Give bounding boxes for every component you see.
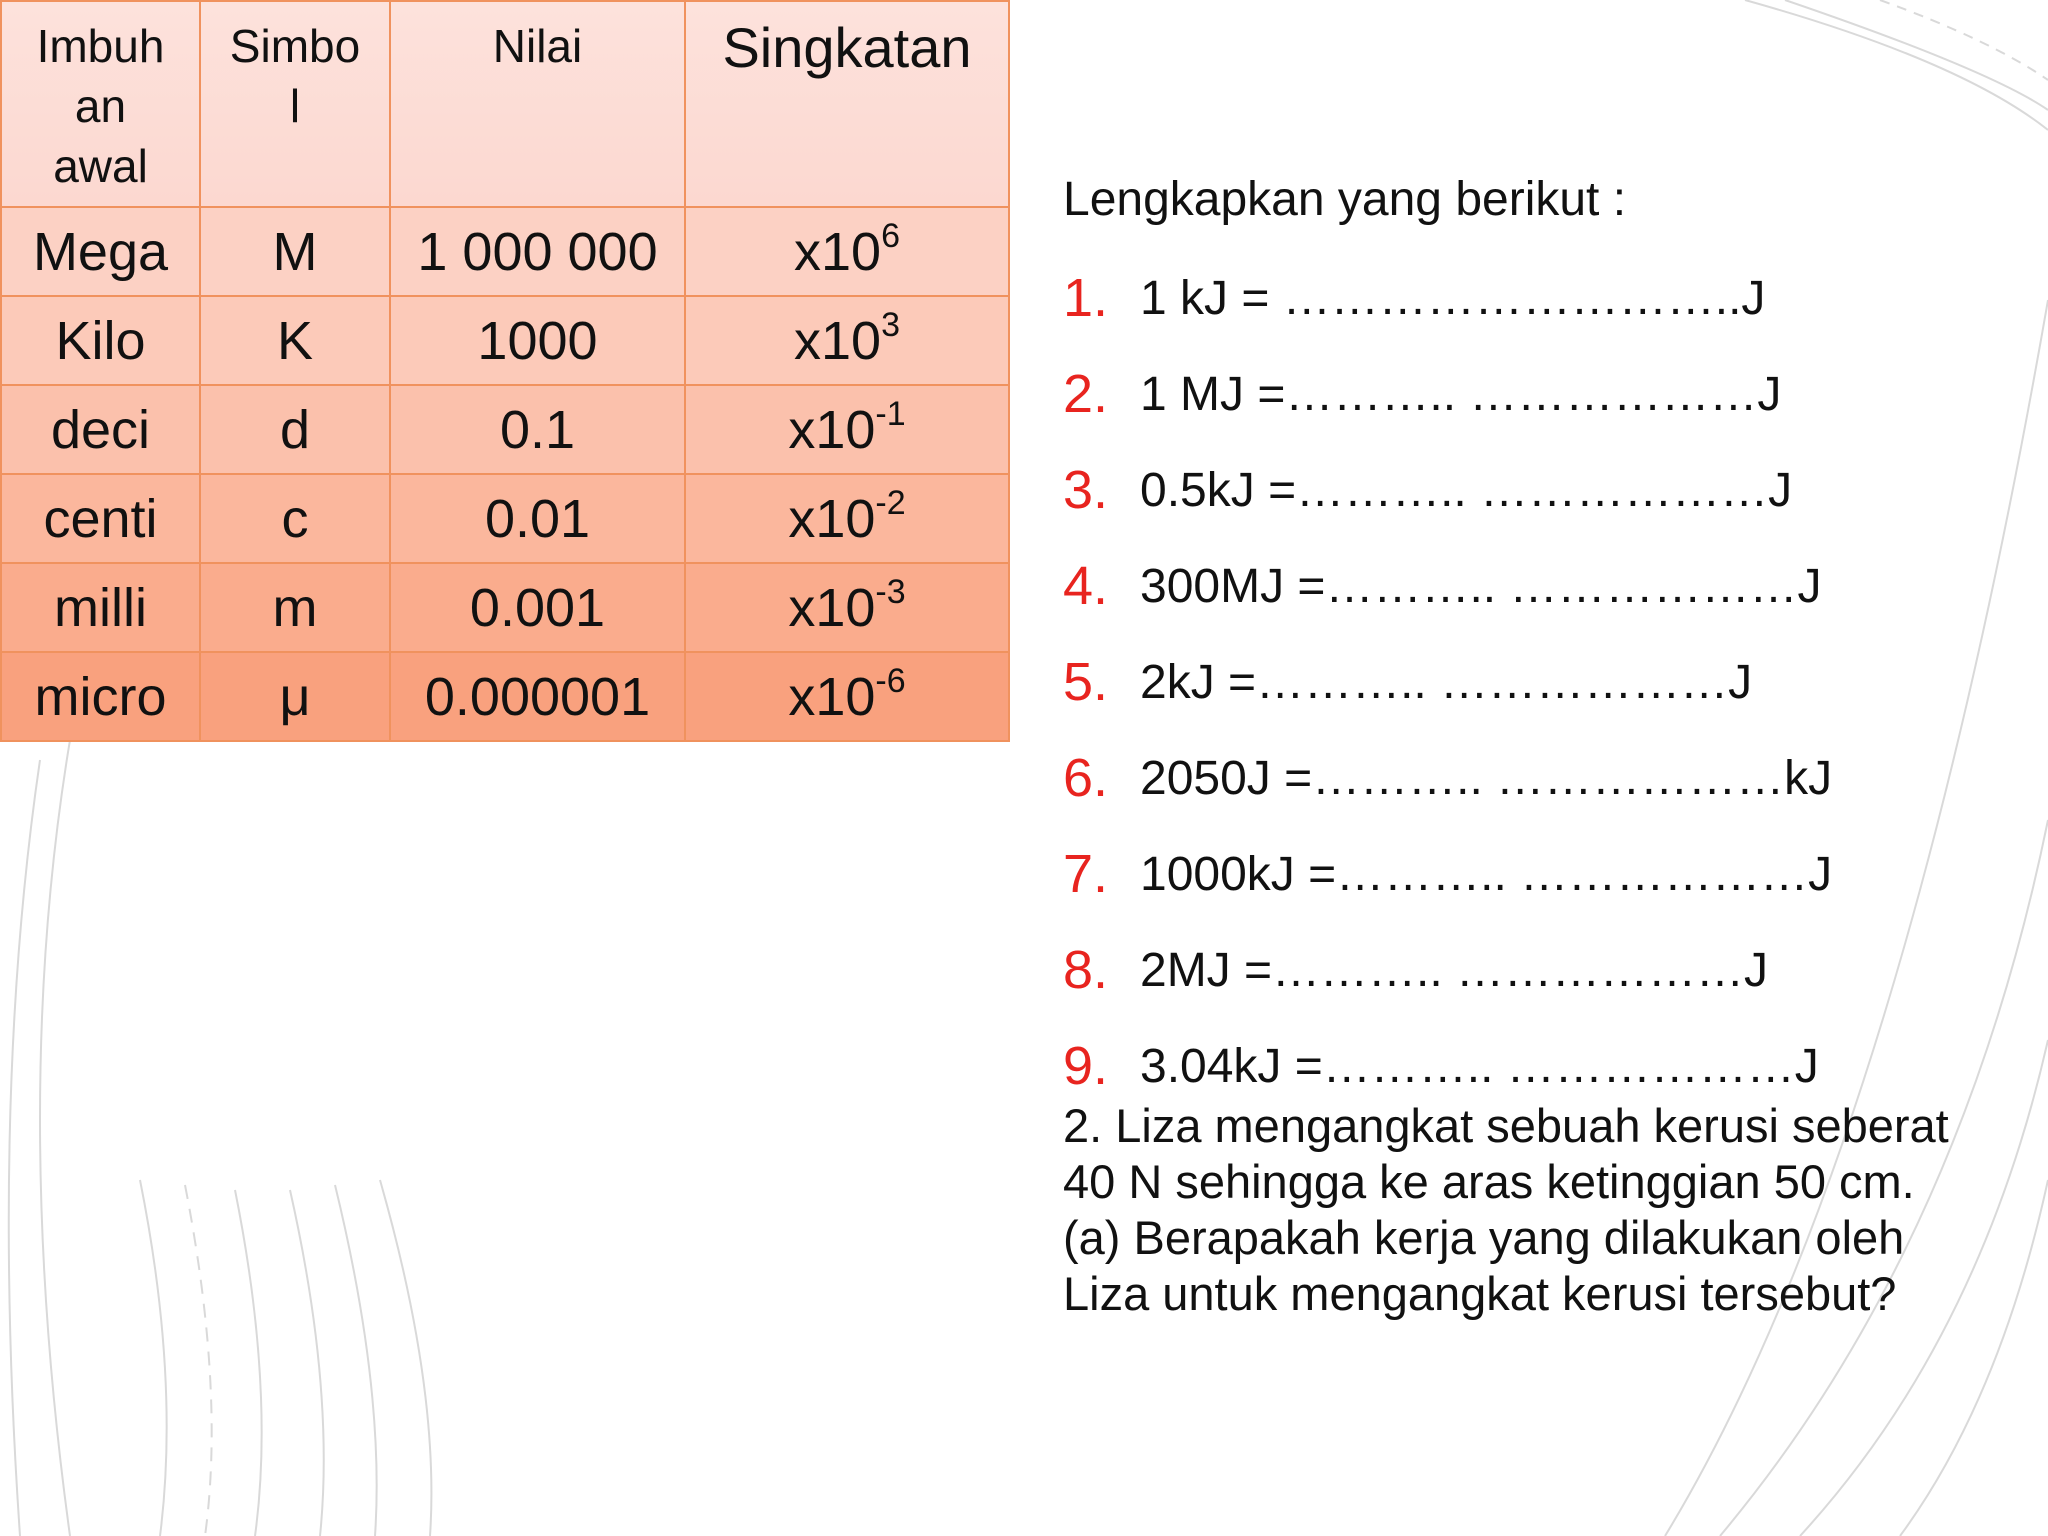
item-text: 1 kJ = ………………………..J xyxy=(1140,271,1766,325)
item-text: 0.5kJ =……….. ………………J xyxy=(1140,463,1793,517)
prefix-table xyxy=(0,0,1010,742)
cell-abbreviation: $x10^3$ xyxy=(685,296,1009,385)
item-number: 2. xyxy=(1063,364,1109,424)
cell-prefix: deci xyxy=(1,385,200,474)
cell-prefix: micro xyxy=(1,652,200,741)
item-text: 3.04kJ =……….. ………………J xyxy=(1140,1039,1819,1093)
item-text: 1000kJ =……….. ………………J xyxy=(1140,847,1833,901)
cell-value: 1 000 000 xyxy=(390,207,685,296)
question-line: (a) Berapakah kerja yang dilakukan oleh xyxy=(1063,1211,1905,1264)
cell-symbol: m xyxy=(200,563,390,652)
cell-symbol: M xyxy=(200,207,390,296)
cell-abbreviation: $x10^{-1}$ xyxy=(685,385,1009,474)
cell-symbol: K xyxy=(200,296,390,385)
cell-value: 0.000001 xyxy=(390,652,685,741)
item-text: 300MJ =……….. ………………J xyxy=(1140,559,1822,613)
exercise-section xyxy=(1063,160,2033,1114)
item-number: 9. xyxy=(1063,1036,1109,1096)
exercise-item xyxy=(1063,442,2033,538)
header-abbreviation: Singkatan xyxy=(685,1,1009,207)
question-line: 40 N sehingga ke aras ketinggian 50 cm. xyxy=(1063,1155,1915,1208)
exercise-item xyxy=(1063,634,2033,730)
cell-abbreviation: $x10^{-3}$ xyxy=(685,563,1009,652)
table-header-row xyxy=(1,1,1009,207)
item-number: 8. xyxy=(1063,940,1109,1000)
exercise-list xyxy=(1063,250,2033,1114)
cell-symbol: c xyxy=(200,474,390,563)
cell-abbreviation: $x10^6$ xyxy=(685,207,1009,296)
cell-prefix: centi xyxy=(1,474,200,563)
item-text: 1 MJ =……….. ………………J xyxy=(1140,367,1782,421)
item-number: 7. xyxy=(1063,844,1109,904)
table-row xyxy=(1,652,1009,741)
table-row xyxy=(1,207,1009,296)
exercise-item xyxy=(1063,538,2033,634)
exercise-item xyxy=(1063,250,2033,346)
item-text: 2kJ =……….. ………………J xyxy=(1140,655,1753,709)
cell-prefix: Mega xyxy=(1,207,200,296)
table-row xyxy=(1,474,1009,563)
item-number: 1. xyxy=(1063,268,1109,328)
cell-abbreviation: $x10^{-6}$ xyxy=(685,652,1009,741)
exercise-title: Lengkapkan yang berikut : xyxy=(1063,173,1627,226)
exercise-item xyxy=(1063,922,2033,1018)
exercise-item xyxy=(1063,346,2033,442)
exercise-item xyxy=(1063,826,2033,922)
cell-abbreviation: $x10^{-2}$ xyxy=(685,474,1009,563)
item-number: 3. xyxy=(1063,460,1109,520)
cell-value: 0.001 xyxy=(390,563,685,652)
question-block xyxy=(1063,1098,2038,1322)
question-line: 2. Liza mengangkat sebuah kerusi seberat xyxy=(1063,1099,1949,1152)
cell-prefix: Kilo xyxy=(1,296,200,385)
cell-symbol: d xyxy=(200,385,390,474)
item-number: 4. xyxy=(1063,556,1109,616)
header-prefix: Imbuh an awal xyxy=(1,1,200,207)
item-number: 5. xyxy=(1063,652,1109,712)
table-row xyxy=(1,563,1009,652)
cell-value: 0.1 xyxy=(390,385,685,474)
header-value: Nilai xyxy=(390,1,685,207)
cell-prefix: milli xyxy=(1,563,200,652)
table-row xyxy=(1,296,1009,385)
item-number: 6. xyxy=(1063,748,1109,808)
table-row xyxy=(1,385,1009,474)
header-symbol: Simbo l xyxy=(200,1,390,207)
exercise-item xyxy=(1063,730,2033,826)
question-line: Liza untuk mengangkat kerusi tersebut? xyxy=(1063,1267,1897,1320)
item-text: 2050J =……….. ………………kJ xyxy=(1140,751,1833,805)
cell-value: 1000 xyxy=(390,296,685,385)
item-text: 2MJ =……….. ………………J xyxy=(1140,943,1769,997)
cell-symbol: μ xyxy=(200,652,390,741)
cell-value: 0.01 xyxy=(390,474,685,563)
